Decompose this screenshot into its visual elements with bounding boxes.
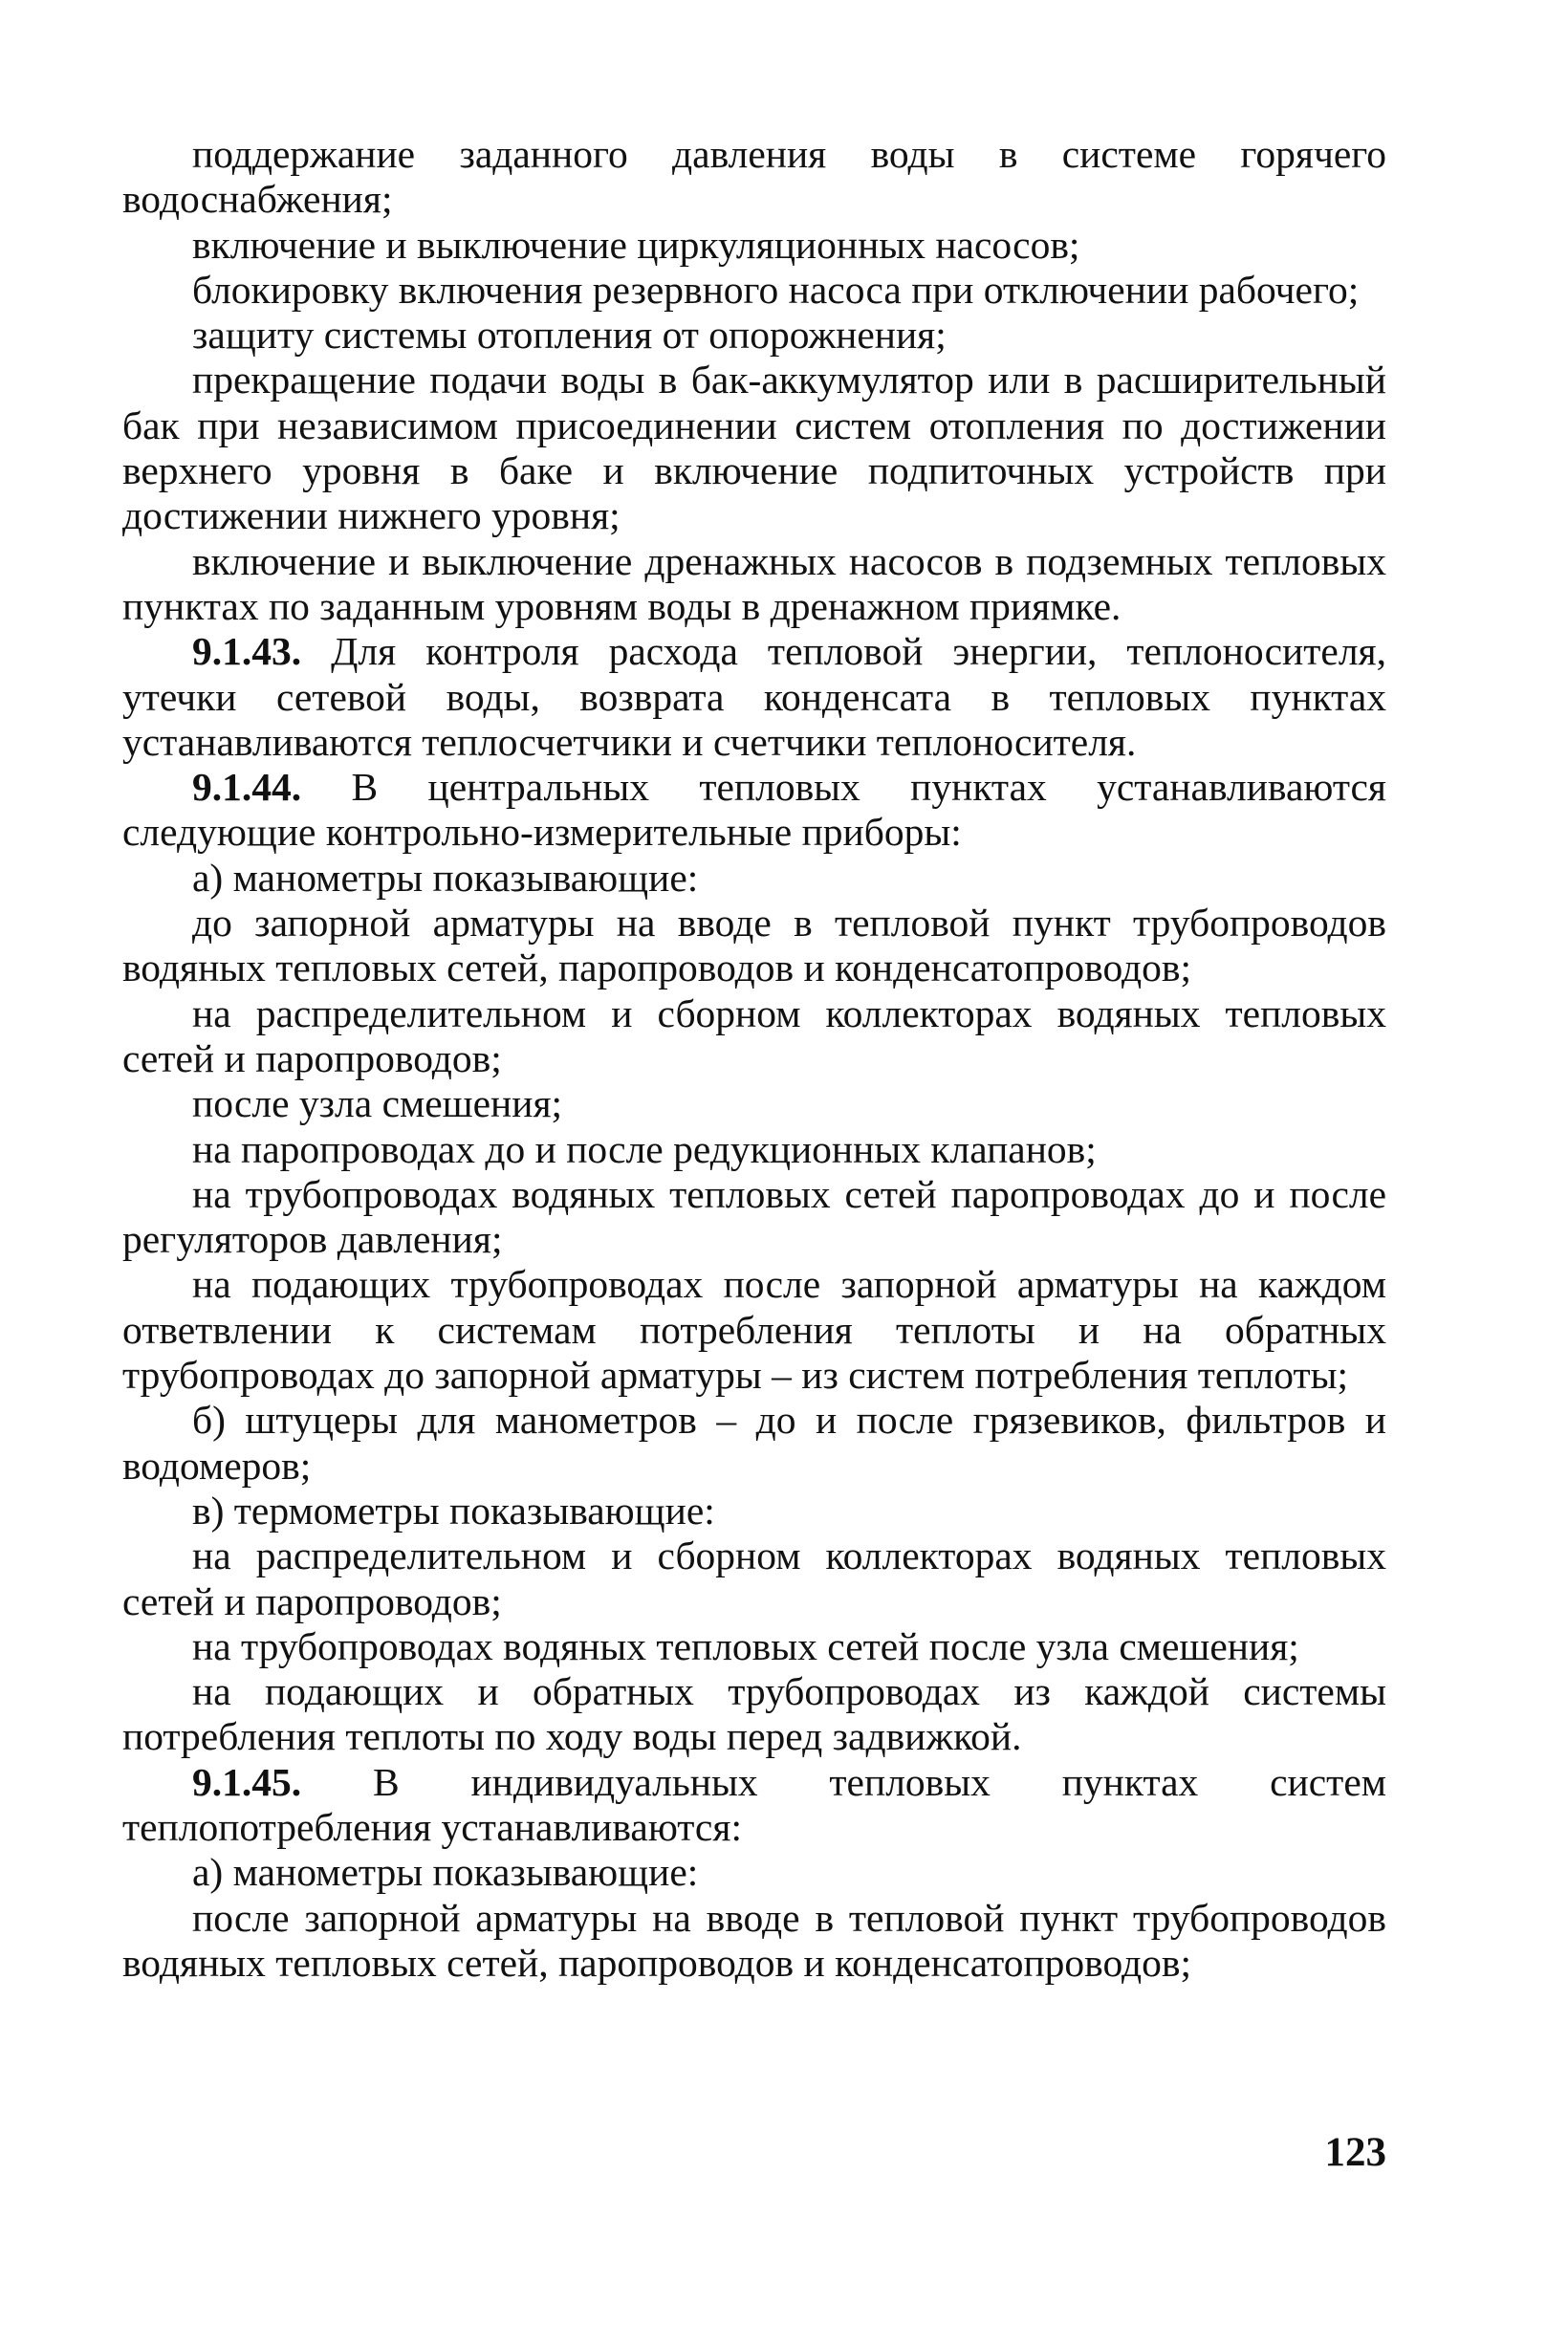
- paragraph: [122, 1262, 1386, 1398]
- paragraph-text: на распределительном и сборном коллекторах водяных тепловых сетей и паропроводов;: [122, 990, 1386, 1080]
- paragraph: [122, 991, 1386, 1082]
- paragraph: [122, 901, 1386, 991]
- paragraph: [122, 1850, 1386, 1895]
- paragraph: [122, 1172, 1386, 1263]
- paragraph-text: а) манометры показывающие:: [192, 855, 699, 900]
- paragraph-text: на подающих и обратных трубопроводах из каждой системы потребления теплоты по ходу воды перед задвижкой.: [122, 1669, 1386, 1759]
- paragraph-text: прекращение подачи воды в бак-аккумулятор или в расширительный бак при независимом присоединении систем отопления по достижении верхнего уровня в баке и включение подпиточных устройств при достижении нижнего уровня;: [122, 358, 1386, 538]
- paragraph-text: включение и выключение дренажных насосов в подземных тепловых пунктах по заданным уровням воды в дренажном приямке.: [122, 538, 1386, 628]
- paragraph: [122, 1533, 1386, 1624]
- paragraph: [122, 1760, 1386, 1851]
- section-number: 9.1.44.: [192, 765, 302, 810]
- paragraph-text: включение и выключение циркуляционных насосов;: [192, 222, 1080, 267]
- paragraph-text: после запорной арматуры на вводе в тепловой пункт трубопроводов водяных тепловых сетей, паропроводов и конденсатопроводов;: [122, 1895, 1386, 1985]
- paragraph-text: б) штуцеры для манометров – до и после грязевиков, фильтров и водомеров;: [122, 1398, 1386, 1488]
- paragraph-text: защиту системы отопления от опорожнения;: [192, 313, 947, 358]
- paragraph-text: в) термометры показывающие:: [192, 1488, 715, 1533]
- paragraph: [122, 1624, 1386, 1669]
- paragraph-text: на распределительном и сборном коллекторах водяных тепловых сетей и паропроводов;: [122, 1533, 1386, 1623]
- paragraph: [122, 268, 1386, 313]
- paragraph: [122, 1896, 1386, 1987]
- paragraph-text: на трубопроводах водяных тепловых сетей паропроводах до и после регуляторов давления;: [122, 1171, 1386, 1262]
- body-text: [122, 132, 1386, 1986]
- paragraph-text: поддержание заданного давления воды в системе горячего водоснабжения;: [122, 132, 1386, 222]
- paragraph: [122, 1398, 1386, 1489]
- paragraph-text: на трубопроводах водяных тепловых сетей после узла смешения;: [192, 1623, 1299, 1668]
- paragraph: [122, 223, 1386, 268]
- paragraph: [122, 856, 1386, 901]
- paragraph: [122, 132, 1386, 223]
- paragraph-text: В центральных тепловых пунктах устанавливаются следующие контрольно-измерительные приборы:: [122, 765, 1386, 855]
- paragraph: [122, 313, 1386, 358]
- section-number: 9.1.45.: [192, 1759, 302, 1804]
- paragraph: [122, 1081, 1386, 1126]
- paragraph-text: на паропроводах до и после редукционных клапанов;: [192, 1126, 1097, 1171]
- paragraph-text: В индивидуальных тепловых пунктах систем теплопотребления устанавливаются:: [122, 1759, 1386, 1849]
- paragraph: [122, 358, 1386, 538]
- paragraph: [122, 1669, 1386, 1760]
- paragraph-text: Для контроля расхода тепловой энергии, теплоносителя, утечки сетевой воды, возврата конденсата в тепловых пунктах устанавливаются теплосчетчики и счетчики теплоносителя.: [122, 629, 1386, 764]
- page-number: 123: [1324, 2130, 1386, 2175]
- paragraph-text: на подающих трубопроводах после запорной арматуры на каждом ответвлении к системам потребления теплоты и на обратных трубопроводах до запорной арматуры – из систем потребления теплоты;: [122, 1262, 1386, 1398]
- paragraph: [122, 1127, 1386, 1172]
- paragraph-text: а) манометры показывающие:: [192, 1850, 699, 1895]
- paragraph: [122, 765, 1386, 856]
- paragraph: [122, 629, 1386, 765]
- paragraph-text: после узла смешения;: [192, 1081, 563, 1126]
- paragraph: [122, 539, 1386, 630]
- paragraph: [122, 1489, 1386, 1533]
- section-number: 9.1.43.: [192, 629, 302, 674]
- paragraph-text: блокировку включения резервного насоса при отключении рабочего;: [192, 267, 1360, 312]
- paragraph-text: до запорной арматуры на вводе в тепловой пункт трубопроводов водяных тепловых сетей, паропроводов и конденсатопроводов;: [122, 901, 1386, 990]
